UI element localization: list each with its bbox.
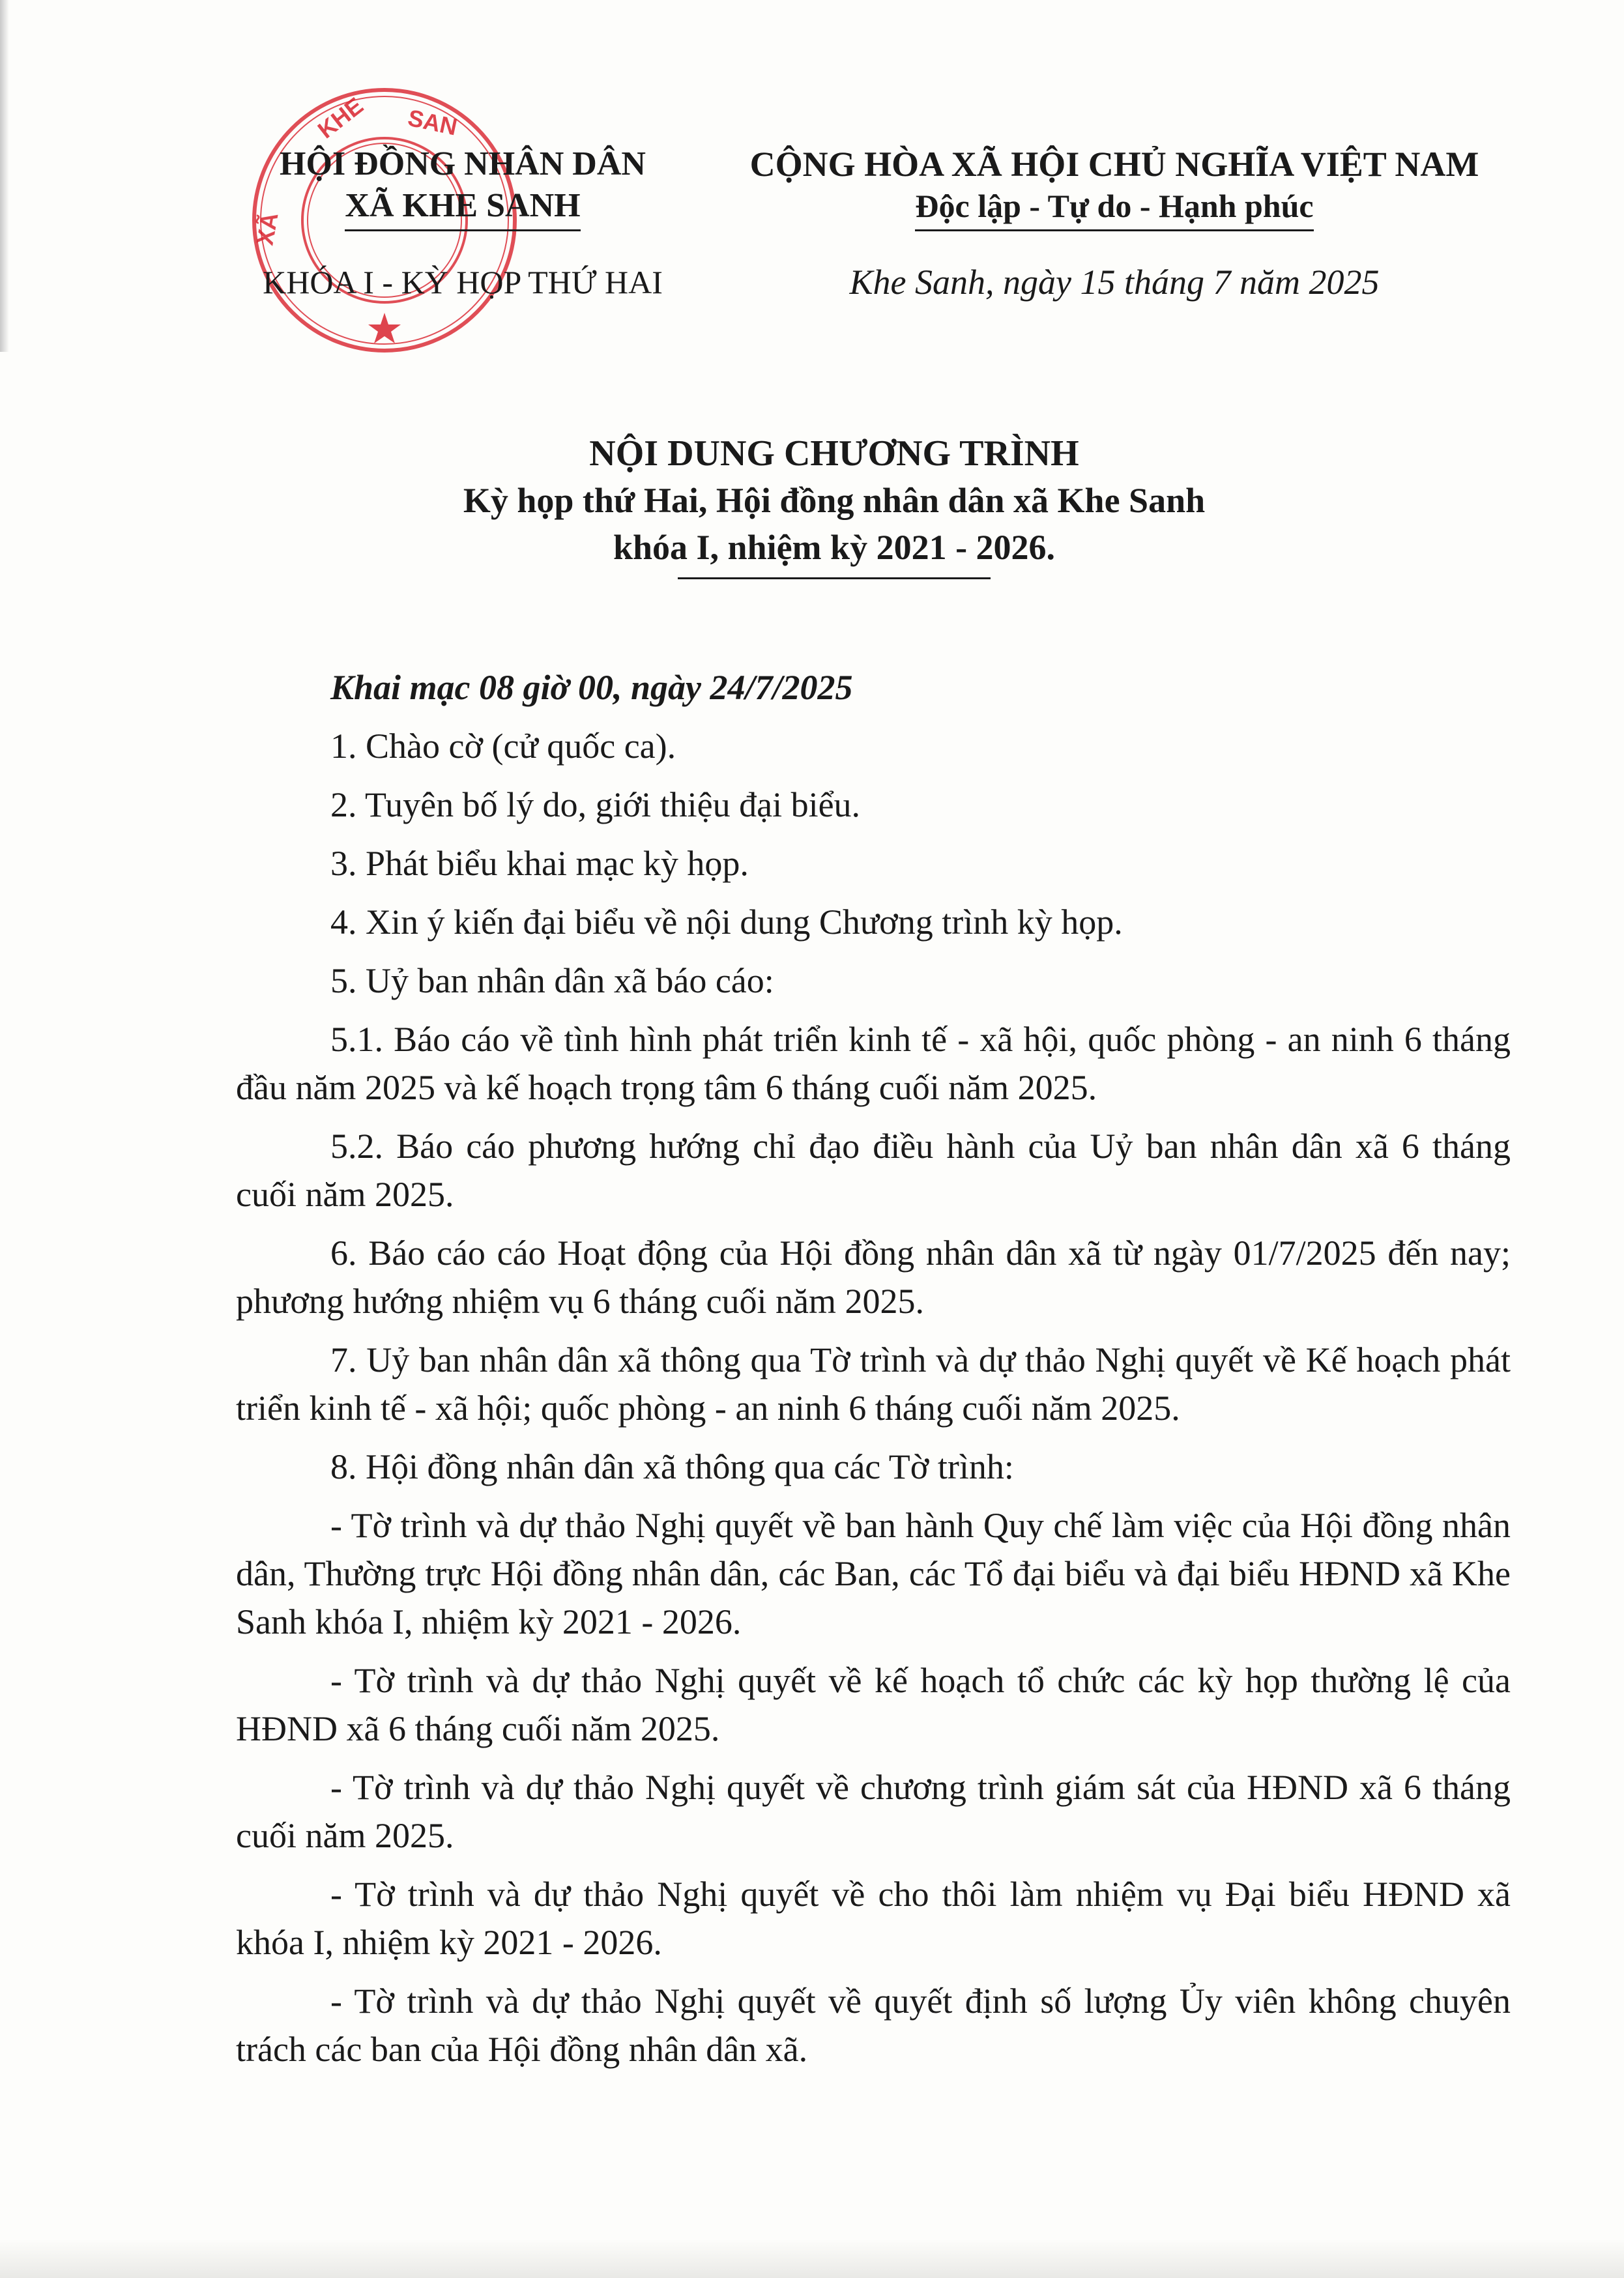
agenda-item: 5. Uỷ ban nhân dân xã báo cáo: [330,961,774,1000]
title-line-2: Kỳ họp thứ Hai, Hội đồng nhân dân xã Khe Sanh [463,481,1206,520]
title-line-3: khóa I, nhiệm kỳ 2021 - 2026. [613,528,1056,567]
proposal-item: - Tờ trình và dự thảo Nghị quyết về ban hành Quy chế làm việc của Hội đồng nhân dân, Thường trực Hội đồng nhân dân, các Ban, các Tổ đại biểu và đại biểu HĐND xã Khe Sanh khóa I, nhiệm kỳ 2021 - 2026. [236,1506,1511,1641]
national-header [717,143,1512,303]
agenda-item: 6. Báo cáo cáo Hoạt động của Hội đồng nhân dân xã từ ngày 01/7/2025 đến nay; phương hướng nhiệm vụ 6 tháng cuối năm 2025. [236,1233,1511,1321]
nation-name: CỘNG HÒA XÃ HỘI CHỦ NGHĨA VIỆT NAM [749,145,1479,184]
agenda-item: 4. Xin ý kiến đại biểu về nội dung Chương trình kỳ họp. [330,902,1123,942]
agenda-item: 3. Phát biểu khai mạc kỳ họp. [330,844,749,883]
issuer-header [222,143,704,303]
agenda-body [236,663,1511,2084]
agenda-item: 1. Chào cờ (cử quốc ca). [330,727,676,766]
agenda-item: 8. Hội đồng nhân dân xã thông qua các Tờ trình: [330,1447,1014,1486]
svg-text:XÃ: XÃ [251,210,283,248]
agenda-subitem: 5.2. Báo cáo phương hướng chỉ đạo điều hành của Uỷ ban nhân dân xã 6 tháng cuối năm 2025. [236,1127,1511,1214]
svg-text:KHE: KHE [312,92,368,144]
title-line-1: NỘI DUNG CHƯƠNG TRÌNH [589,433,1079,474]
agenda-item: 7. Uỷ ban nhân dân xã thông qua Tờ trình và dự thảo Nghị quyết về Kế hoạch phát triển kinh tế - xã hội; quốc phòng - an ninh 6 tháng cuối năm 2025. [236,1340,1511,1428]
place-date: Khe Sanh, ngày 15 tháng 7 năm 2025 [849,263,1380,302]
council-name: HỘI ĐỒNG NHÂN DÂN [280,145,646,182]
scan-bottom-shadow [0,2239,1624,2278]
document-title [222,430,1447,579]
opening-time: Khai mạc 08 giờ 00, ngày 24/7/2025 [330,668,853,707]
proposal-item: - Tờ trình và dự thảo Nghị quyết về quyết định số lượng Ủy viên không chuyên trách các ban của Hội đồng nhân dân xã. [236,1982,1511,2069]
proposal-item: - Tờ trình và dự thảo Nghị quyết về cho thôi làm nhiệm vụ Đại biểu HĐND xã khóa I, nhiệm kỳ 2021 - 2026. [236,1875,1511,1962]
svg-text:SAN: SAN [405,104,460,141]
commune-name: XÃ KHE SANH [345,185,580,231]
national-motto: Độc lập - Tự do - Hạnh phúc [915,185,1313,231]
session-label: KHÓA I - KỲ HỌP THỨ HAI [263,264,663,300]
title-divider [678,577,991,579]
proposal-item: - Tờ trình và dự thảo Nghị quyết về kế hoạch tổ chức các kỳ họp thường lệ của HĐND xã 6 tháng cuối năm 2025. [236,1661,1511,1748]
scan-edge-shadow [0,0,9,352]
agenda-subitem: 5.1. Báo cáo về tình hình phát triển kinh tế - xã hội, quốc phòng - an ninh 6 tháng đầu năm 2025 và kế hoạch trọng tâm 6 tháng cuối năm 2025. [236,1020,1511,1107]
proposal-item: - Tờ trình và dự thảo Nghị quyết về chương trình giám sát của HĐND xã 6 tháng cuối năm 2025. [236,1768,1511,1855]
agenda-item: 2. Tuyên bố lý do, giới thiệu đại biểu. [330,785,861,824]
